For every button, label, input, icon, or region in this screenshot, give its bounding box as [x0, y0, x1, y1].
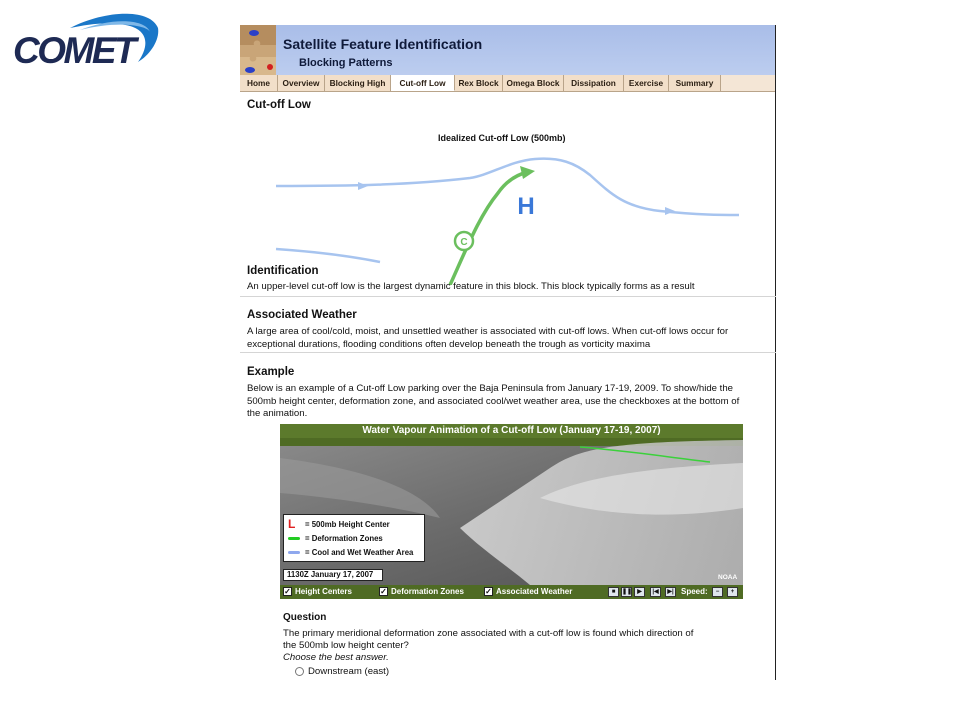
speed-down-button[interactable]: −: [712, 587, 723, 597]
animation-controls: [280, 585, 743, 599]
animation-title: Water Vapour Animation of a Cut-off Low (January 17-19, 2007): [280, 424, 743, 438]
question-hint: Choose the best answer.: [283, 652, 389, 663]
step-back-icon[interactable]: |◀: [650, 587, 661, 597]
pause-icon[interactable]: ❚❚: [622, 589, 633, 595]
weather-heading: Associated Weather: [247, 309, 357, 321]
flow-arrow-icon: [358, 182, 368, 190]
flow-arrow-icon: [665, 207, 675, 215]
identification-heading: Identification: [247, 265, 319, 277]
satellite-image: [280, 438, 743, 585]
timestamp: 1130Z January 17, 2007: [283, 569, 383, 581]
legend-label: = Cool and Wet Weather Area: [305, 547, 414, 557]
page-banner: [240, 25, 776, 75]
question-text: The primary meridional deformation zone associated with a cut-off low is found which direction of the 500mb low height center?: [283, 628, 694, 651]
tab-omega-block[interactable]: Omega Block: [503, 75, 564, 91]
radio-button[interactable]: [295, 667, 304, 676]
speed-label: Speed:: [681, 587, 708, 596]
tab-overview[interactable]: Overview: [278, 75, 325, 91]
frame-edge: [775, 648, 776, 680]
page-subtitle: Blocking Patterns: [299, 57, 393, 69]
jet-stream-line: [276, 159, 739, 215]
section-gap: [240, 295, 776, 309]
tab-summary[interactable]: Summary: [669, 75, 721, 91]
play-icon[interactable]: ▶: [634, 587, 645, 597]
step-forward-icon[interactable]: ▶|: [665, 587, 676, 597]
deformation-arrow-icon: [520, 166, 535, 179]
tab-blocking-high[interactable]: Blocking High: [325, 75, 391, 91]
frame-edge: [775, 600, 776, 610]
example-text: Below is an example of a Cut-off Low parking over the Baja Peninsula from January 17-19, 2009. To show/hide the 500mb height center, deformation zone, and associated cool/wet weather area, use the checkboxes at the bottom of the animation.: [247, 383, 740, 419]
height-centers-checkbox[interactable]: ✓: [284, 587, 291, 596]
divider: [240, 296, 776, 297]
tab-dissipation[interactable]: Dissipation: [564, 75, 624, 91]
weather-text: A large area of cool/cold, moist, and unsettled weather is associated with cut-off lows. When cut-off lows occur for exceptional durations, flooding conditions often develop beneath the trough as vorticity maxima: [247, 326, 729, 350]
deformation-line: [450, 172, 528, 285]
water-vapour-animation: [280, 424, 743, 599]
high-pressure-label: H: [517, 193, 535, 220]
answer-label: Downstream (east): [308, 666, 390, 677]
section-heading: Cut-off Low: [247, 99, 311, 111]
tab-home[interactable]: Home: [240, 75, 278, 91]
legend-item: [288, 517, 420, 531]
weather-area-icon: [288, 551, 302, 554]
stop-icon[interactable]: ■: [608, 587, 619, 597]
height-center-icon: L: [288, 517, 296, 531]
divider: [240, 352, 776, 353]
legend-item: [288, 545, 420, 559]
deformation-zone-icon: [288, 537, 302, 540]
diagram-title: Idealized Cut-off Low (500mb): [438, 133, 566, 143]
legend-item: [288, 531, 420, 545]
answer-option[interactable]: [295, 666, 389, 677]
speed-up-button[interactable]: +: [727, 587, 738, 597]
page-title: Satellite Feature Identification: [283, 36, 483, 52]
checkbox-label: Associated Weather: [496, 587, 573, 596]
question-heading: Question: [283, 612, 327, 623]
puzzle-icon: [240, 25, 276, 75]
map-legend: [283, 514, 425, 562]
comet-logo: [10, 10, 160, 72]
tab-cut-off-low[interactable]: Cut-off Low: [391, 75, 455, 91]
checkbox-label: Deformation Zones: [391, 587, 464, 596]
tab-bar: [240, 75, 776, 92]
tab-rex-block[interactable]: Rex Block: [455, 75, 503, 91]
cold-marker-label: C: [460, 237, 468, 248]
associated-weather-checkbox[interactable]: ✓: [485, 587, 492, 596]
tab-exercise[interactable]: Exercise: [624, 75, 669, 91]
deformation-zones-checkbox[interactable]: ✓: [380, 587, 387, 596]
example-heading: Example: [247, 366, 295, 378]
legend-label: = 500mb Height Center: [305, 519, 390, 529]
image-credit: NOAA: [718, 574, 738, 581]
logo-text: COMET: [13, 30, 135, 71]
identification-text: An upper-level cut-off low is the largest dynamic feature in this block. This block typically forms as a result: [247, 281, 695, 292]
legend-label: = Deformation Zones: [305, 533, 383, 543]
cutoff-low-diagram: [240, 125, 776, 285]
lower-flow-line: [276, 249, 380, 262]
checkbox-label: Height Centers: [295, 587, 352, 596]
